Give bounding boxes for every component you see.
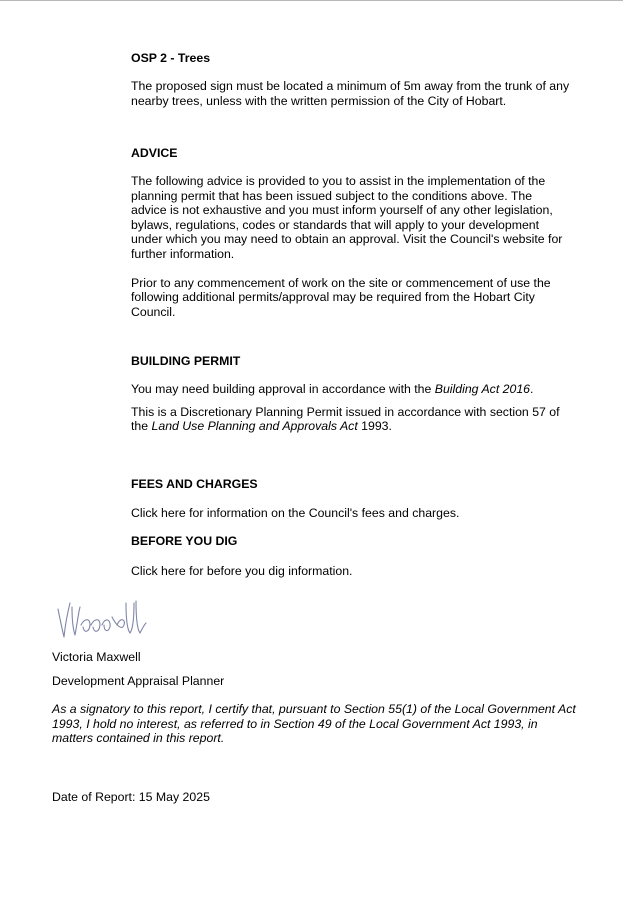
signature-image — [54, 595, 150, 641]
building-paragraph-1: You may need building approval in accordance with the Building Act 2016. — [131, 382, 534, 396]
building-act-title: Building Act 2016 — [434, 382, 531, 396]
signatory-title: Development Appraisal Planner — [52, 674, 225, 688]
osp2-body — [131, 79, 571, 108]
heading-osp2-trees: OSP 2 - Trees — [131, 51, 211, 65]
declaration-statement: As a signatory to this report, I certify that, pursuant to Section 55(1) of the Local Government Act 1993, I hold no interest, as referred to in Section 49 of the Local Government Act 1993, in matters contained in this report. — [52, 702, 576, 746]
building-body — [131, 382, 571, 434]
advice-body — [131, 174, 571, 319]
heading-advice: ADVICE — [131, 146, 178, 160]
advice-paragraph-2: Prior to any commencement of work on the site or commencement of use the following additional permits/approval may be required from the Hobart City Council. — [131, 275, 551, 319]
dig-link[interactable]: Click here for before you dig information. — [131, 564, 353, 578]
fees-link[interactable]: Click here for information on the Council's fees and charges. — [131, 506, 460, 520]
report-date: Date of Report: 15 May 2025 — [52, 790, 210, 804]
heading-before-you-dig: BEFORE YOU DIG — [131, 534, 238, 548]
heading-building-permit: BUILDING PERMIT — [131, 354, 241, 368]
osp2-paragraph: The proposed sign must be located a minimum of 5m away from the trunk of any nearby trees, unless with the written permission of the City of Hobart. — [131, 79, 570, 108]
signatory-name: Victoria Maxwell — [52, 650, 141, 664]
advice-paragraph-1: The following advice is provided to you to assist in the implementation of the planning permit that has been issued subject to the conditions above. The advice is not exhaustive and you must inform yourself of any other legislation, bylaws, regulations, codes or standards that will apply to your development under which you may need to obtain an approval. Visit the Council's website for further information. — [131, 174, 563, 261]
land-use-act-title: Land Use Planning and Approvals Act — [151, 419, 358, 434]
building-paragraph-2: This is a Discretionary Planning Permit issued in accordance with section 57 of the Land Use Planning and Approvals Act 1993. — [131, 404, 560, 434]
heading-fees-and-charges: FEES AND CHARGES — [131, 477, 258, 491]
